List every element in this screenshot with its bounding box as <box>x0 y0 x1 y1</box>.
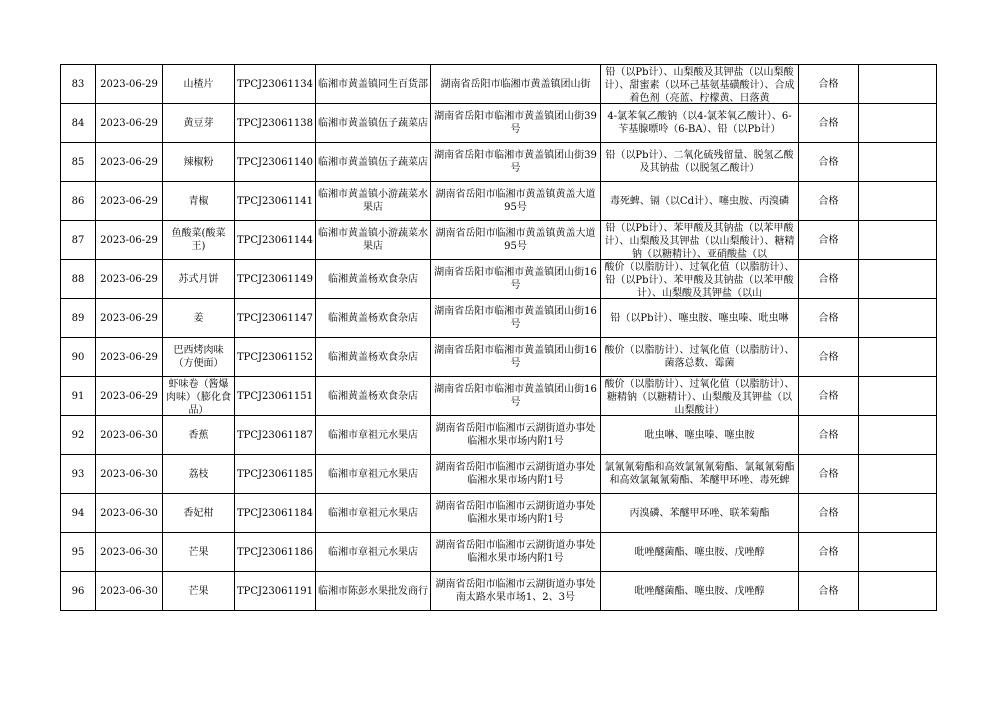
serial-number-cell-text: 96 <box>71 585 85 597</box>
result-cell <box>798 455 858 494</box>
serial-number-cell-text: 89 <box>71 312 85 324</box>
serial-number-cell-text: 83 <box>71 78 85 90</box>
remark-cell <box>858 533 936 572</box>
sampling-date-cell-text: 2023-06-29 <box>100 234 158 246</box>
result-cell <box>798 299 858 338</box>
result-cell-text: 合格 <box>818 546 839 558</box>
store-address-cell-text: 湖南省岳阳市临湘市云湖街道办事处南太路水果市场1、2、3号 <box>435 579 596 603</box>
product-name-cell <box>163 143 235 182</box>
store-name-cell <box>315 338 430 377</box>
store-name-cell-text: 临湘市黄盖镇伍子蔬菜店 <box>317 117 428 129</box>
product-name-cell <box>163 455 235 494</box>
store-address-cell <box>430 494 600 533</box>
product-name-cell-text: 荔枝 <box>188 468 209 480</box>
serial-number-cell <box>61 494 96 533</box>
product-name-cell <box>163 377 235 416</box>
store-address-cell <box>430 104 600 143</box>
store-address-cell <box>430 572 600 611</box>
store-name-cell <box>315 221 430 260</box>
store-name-cell-text: 临湘市黄盖镇同生百货部 <box>317 78 428 90</box>
sampling-date-cell-text: 2023-06-29 <box>100 78 158 90</box>
store-address-cell-text: 湖南省岳阳市临湘市黄盖镇团山街16号 <box>434 267 597 291</box>
sample-code-cell-text: TPCJ23061191 <box>237 585 313 597</box>
table-row <box>61 455 937 494</box>
sample-code-cell <box>235 338 316 377</box>
store-name-cell-text: 临湘黄盖杨欢食杂店 <box>327 351 418 363</box>
result-cell-text: 合格 <box>818 351 839 363</box>
sampling-date-cell <box>96 143 163 182</box>
table-row <box>61 533 937 572</box>
result-cell <box>798 221 858 260</box>
store-address-cell-text: 湖南省岳阳市临湘市黄盖镇团山街39号 <box>434 111 597 135</box>
store-name-cell <box>315 572 430 611</box>
table-row <box>61 377 937 416</box>
remark-cell <box>858 572 936 611</box>
sample-code-cell <box>235 260 316 299</box>
serial-number-cell-text: 90 <box>71 351 85 363</box>
store-address-cell-text: 湖南省岳阳市临湘市云湖街道办事处临湘水果市场内附1号 <box>435 462 596 486</box>
store-name-cell <box>315 533 430 572</box>
test-items-cell-text: 铅（以Pb计）、噻虫胺、噻虫嗪、吡虫啉 <box>610 312 789 324</box>
store-address-cell-text: 湖南省岳阳市临湘市云湖街道办事处临湘水果市场内附1号 <box>435 423 596 447</box>
result-cell-text: 合格 <box>818 429 839 441</box>
remark-cell <box>858 221 936 260</box>
store-name-cell <box>315 104 430 143</box>
store-address-cell <box>430 455 600 494</box>
sampling-date-cell-text: 2023-06-29 <box>100 351 158 363</box>
sampling-date-cell <box>96 338 163 377</box>
sample-code-cell <box>235 572 316 611</box>
test-items-cell-text: 4-氯苯氧乙酸钠（以4-氯苯氧乙酸计）、6-苄基腺嘌呤（6-BA）、铅（以Pb计） <box>607 111 792 135</box>
sample-code-cell-text: TPCJ23061140 <box>237 156 313 168</box>
test-items-cell <box>600 104 798 143</box>
store-address-cell <box>430 143 600 182</box>
sample-code-cell <box>235 299 316 338</box>
product-name-cell <box>163 182 235 221</box>
sampling-date-cell <box>96 455 163 494</box>
serial-number-cell-text: 92 <box>71 429 85 441</box>
table-row <box>61 260 937 299</box>
test-items-cell-text: 氯氰氰菊酯和高效氯氰氰菊酯、氯氟氰菊酯和高效氯氟氰菊酯、苯醚甲环唑、毒死蜱 <box>604 462 795 486</box>
store-name-cell-text: 临湘市章祖元水果店 <box>327 429 418 441</box>
store-name-cell <box>315 260 430 299</box>
sampling-date-cell-text: 2023-06-30 <box>100 507 158 519</box>
test-items-cell-text: 酸价（以脂肪计）、过氧化值（以脂肪计）、菌落总数、霉菌 <box>604 345 795 369</box>
result-cell <box>798 572 858 611</box>
sample-code-cell-text: TPCJ23061151 <box>237 390 313 402</box>
result-cell <box>798 104 858 143</box>
inspection-results-table <box>60 64 937 611</box>
store-name-cell-text: 临湘黄盖杨欢食杂店 <box>327 390 418 402</box>
sampling-date-cell <box>96 104 163 143</box>
store-address-cell-text: 湖南省岳阳市临湘市黄盖镇团山街 <box>440 78 591 90</box>
table-row <box>61 182 937 221</box>
store-name-cell-text: 临湘市章祖元水果店 <box>327 468 418 480</box>
table-row <box>61 572 937 611</box>
remark-cell <box>858 182 936 221</box>
result-cell-text: 合格 <box>818 78 839 90</box>
test-items-cell-text: 酸价（以脂肪计）、过氧化值（以脂肪计）、铅（以Pb计）、苯甲酸及其钠盐（以苯甲酸计）、山梨酸及其钾盐（以山 <box>604 261 795 298</box>
remark-cell <box>858 65 936 104</box>
store-name-cell <box>315 455 430 494</box>
remark-cell <box>858 104 936 143</box>
store-name-cell-text: 临湘市黄盖镇伍子蔬菜店 <box>317 156 428 168</box>
test-items-cell <box>600 338 798 377</box>
sampling-date-cell <box>96 533 163 572</box>
sampling-date-cell-text: 2023-06-29 <box>100 390 158 402</box>
result-cell-text: 合格 <box>818 390 839 402</box>
sampling-date-cell <box>96 572 163 611</box>
sample-code-cell <box>235 533 316 572</box>
sampling-date-cell <box>96 65 163 104</box>
sampling-date-cell-text: 2023-06-29 <box>100 273 158 285</box>
serial-number-cell-text: 91 <box>71 390 85 402</box>
product-name-cell <box>163 572 235 611</box>
remark-cell <box>858 260 936 299</box>
store-name-cell <box>315 416 430 455</box>
test-items-cell <box>600 221 798 260</box>
store-address-cell-text: 湖南省岳阳市临湘市黄盖镇黄盖大道95号 <box>435 228 596 252</box>
store-name-cell-text: 临湘黄盖杨欢食杂店 <box>327 312 418 324</box>
sample-code-cell-text: TPCJ23061185 <box>237 468 313 480</box>
store-name-cell-text: 临湘市章祖元水果店 <box>327 546 418 558</box>
sampling-date-cell-text: 2023-06-30 <box>100 468 158 480</box>
result-cell <box>798 182 858 221</box>
table-row <box>61 338 937 377</box>
result-cell <box>798 533 858 572</box>
test-items-cell <box>600 416 798 455</box>
store-address-cell <box>430 65 600 104</box>
serial-number-cell <box>61 182 96 221</box>
store-address-cell <box>430 338 600 377</box>
store-address-cell <box>430 533 600 572</box>
sample-code-cell-text: TPCJ23061141 <box>237 195 313 207</box>
serial-number-cell <box>61 455 96 494</box>
store-address-cell <box>430 221 600 260</box>
store-address-cell-text: 湖南省岳阳市临湘市黄盖镇黄盖大道95号 <box>435 189 596 213</box>
product-name-cell-text: 巴西烤肉味（方便面） <box>173 345 224 369</box>
remark-cell <box>858 455 936 494</box>
result-cell-text: 合格 <box>818 312 839 324</box>
sampling-date-cell <box>96 260 163 299</box>
test-items-cell-text: 吡唑醚菌酯、噻虫胺、戊唑醇 <box>634 546 765 558</box>
sampling-date-cell <box>96 416 163 455</box>
store-address-cell <box>430 299 600 338</box>
remark-cell <box>858 416 936 455</box>
store-name-cell-text: 临湘市黄盖镇小游蔬菜水果店 <box>317 189 428 213</box>
table-body <box>61 65 937 611</box>
result-cell <box>798 494 858 533</box>
product-name-cell <box>163 65 235 104</box>
test-items-cell-text: 铅（以Pb计）、山梨酸及其钾盐（以山梨酸计）、甜蜜素（以环己基氨基磺酸计）、合成着色剂（亮蓝、柠檬黄、日落黄 <box>604 66 795 103</box>
test-items-cell <box>600 143 798 182</box>
serial-number-cell-text: 84 <box>71 117 85 129</box>
product-name-cell <box>163 416 235 455</box>
store-address-cell <box>430 260 600 299</box>
product-name-cell-text: 鱼酸菜(酸菜王) <box>171 228 226 252</box>
sample-code-cell <box>235 494 316 533</box>
table-row <box>61 104 937 143</box>
result-cell <box>798 260 858 299</box>
store-name-cell <box>315 182 430 221</box>
sample-code-cell <box>235 377 316 416</box>
table-row <box>61 299 937 338</box>
product-name-cell-text: 香蕉 <box>188 429 209 441</box>
product-name-cell-text: 芒果 <box>188 546 209 558</box>
store-address-cell <box>430 377 600 416</box>
serial-number-cell-text: 93 <box>71 468 85 480</box>
table-row <box>61 416 937 455</box>
sample-code-cell <box>235 104 316 143</box>
test-items-cell-text: 铅（以Pb计）、苯甲酸及其钠盐（以苯甲酸计）、山梨酸及其钾盐（以山梨酸计）、糖精钠（以糖精计）、亚硝酸盐（以 <box>604 222 795 259</box>
sample-code-cell-text: TPCJ23061144 <box>237 234 313 246</box>
serial-number-cell <box>61 104 96 143</box>
result-cell-text: 合格 <box>818 156 839 168</box>
store-name-cell-text: 临湘市章祖元水果店 <box>327 507 418 519</box>
serial-number-cell <box>61 572 96 611</box>
sample-code-cell-text: TPCJ23061138 <box>237 117 313 129</box>
product-name-cell-text: 黄豆芽 <box>183 117 214 129</box>
serial-number-cell <box>61 533 96 572</box>
serial-number-cell-text: 85 <box>71 156 85 168</box>
sample-code-cell <box>235 221 316 260</box>
product-name-cell-text: 芒果 <box>188 585 209 597</box>
sampling-date-cell-text: 2023-06-29 <box>100 312 158 324</box>
product-name-cell-text: 苏式月饼 <box>178 273 219 285</box>
test-items-cell <box>600 299 798 338</box>
store-address-cell-text: 湖南省岳阳市临湘市云湖街道办事处临湘水果市场内附1号 <box>435 501 596 525</box>
table-row <box>61 494 937 533</box>
sampling-date-cell-text: 2023-06-29 <box>100 117 158 129</box>
sampling-date-cell <box>96 182 163 221</box>
sampling-date-cell <box>96 221 163 260</box>
store-address-cell-text: 湖南省岳阳市临湘市黄盖镇团山街16号 <box>434 384 597 408</box>
result-cell <box>798 65 858 104</box>
product-name-cell <box>163 104 235 143</box>
store-address-cell-text: 湖南省岳阳市临湘市黄盖镇团山街16号 <box>434 306 597 330</box>
sample-code-cell <box>235 143 316 182</box>
table-row <box>61 221 937 260</box>
product-name-cell-text: 青椒 <box>188 195 209 207</box>
result-cell <box>798 377 858 416</box>
test-items-cell <box>600 182 798 221</box>
product-name-cell-text: 山楂片 <box>183 78 214 90</box>
sampling-date-cell-text: 2023-06-29 <box>100 156 158 168</box>
serial-number-cell <box>61 65 96 104</box>
product-name-cell-text: 虾味卷（酱爆肉味）（膨化食品） <box>166 378 231 415</box>
test-items-cell <box>600 533 798 572</box>
test-items-cell-text: 酸价（以脂肪计）、过氧化值（以脂肪计）、糖精钠（以糖精计）、山梨酸及其钾盐（以山梨酸计） <box>604 378 795 415</box>
sampling-date-cell-text: 2023-06-30 <box>100 429 158 441</box>
serial-number-cell <box>61 143 96 182</box>
result-cell-text: 合格 <box>818 117 839 129</box>
table-row <box>61 65 937 104</box>
product-name-cell-text: 辣椒粉 <box>183 156 214 168</box>
sample-code-cell-text: TPCJ23061134 <box>237 78 313 90</box>
serial-number-cell <box>61 377 96 416</box>
result-cell-text: 合格 <box>818 507 839 519</box>
serial-number-cell-text: 95 <box>71 546 85 558</box>
test-items-cell-text: 铅（以Pb计）、二氧化硫残留量、脱氢乙酸及其钠盐（以脱氢乙酸计） <box>605 150 794 174</box>
serial-number-cell-text: 88 <box>71 273 85 285</box>
test-items-cell <box>600 65 798 104</box>
serial-number-cell <box>61 416 96 455</box>
store-name-cell <box>315 299 430 338</box>
sample-code-cell <box>235 182 316 221</box>
sample-code-cell <box>235 416 316 455</box>
test-items-cell <box>600 494 798 533</box>
result-cell-text: 合格 <box>818 585 839 597</box>
result-cell-text: 合格 <box>818 195 839 207</box>
product-name-cell <box>163 260 235 299</box>
product-name-cell <box>163 533 235 572</box>
sampling-date-cell-text: 2023-06-29 <box>100 195 158 207</box>
sample-code-cell-text: TPCJ23061186 <box>237 546 313 558</box>
serial-number-cell-text: 86 <box>71 195 85 207</box>
sampling-date-cell-text: 2023-06-30 <box>100 585 158 597</box>
sampling-date-cell <box>96 299 163 338</box>
store-address-cell-text: 湖南省岳阳市临湘市黄盖镇团山街16号 <box>434 345 597 369</box>
product-name-cell-text: 香妃柑 <box>183 507 214 519</box>
result-cell <box>798 338 858 377</box>
serial-number-cell-text: 94 <box>71 507 85 519</box>
test-items-cell <box>600 260 798 299</box>
sampling-date-cell <box>96 494 163 533</box>
sample-code-cell-text: TPCJ23061184 <box>237 507 313 519</box>
sampling-date-cell-text: 2023-06-30 <box>100 546 158 558</box>
store-name-cell <box>315 143 430 182</box>
sample-code-cell-text: TPCJ23061149 <box>237 273 313 285</box>
store-address-cell-text: 湖南省岳阳市临湘市云湖街道办事处临湘水果市场内附1号 <box>435 540 596 564</box>
test-items-cell-text: 丙溴磷、苯醚甲环唑、联苯菊酯 <box>629 507 770 519</box>
sample-code-cell <box>235 65 316 104</box>
remark-cell <box>858 299 936 338</box>
store-name-cell <box>315 65 430 104</box>
product-name-cell <box>163 221 235 260</box>
sample-code-cell-text: TPCJ23061152 <box>237 351 313 363</box>
result-cell-text: 合格 <box>818 468 839 480</box>
sample-code-cell-text: TPCJ23061187 <box>237 429 313 441</box>
store-name-cell-text: 临湘市陈彭水果批发商行 <box>317 585 428 597</box>
result-cell <box>798 143 858 182</box>
result-cell-text: 合格 <box>818 273 839 285</box>
remark-cell <box>858 494 936 533</box>
store-name-cell <box>315 377 430 416</box>
sample-code-cell <box>235 455 316 494</box>
product-name-cell-text: 姜 <box>193 312 204 324</box>
test-items-cell-text: 吡唑醚菌酯、噻虫胺、戊唑醇 <box>634 585 765 597</box>
remark-cell <box>858 143 936 182</box>
serial-number-cell <box>61 338 96 377</box>
serial-number-cell-text: 87 <box>71 234 85 246</box>
store-name-cell-text: 临湘市黄盖镇小游蔬菜水果店 <box>317 228 428 252</box>
test-items-cell-text: 毒死蜱、镉（以Cd计）、噻虫胺、丙溴磷 <box>609 195 789 207</box>
serial-number-cell <box>61 260 96 299</box>
product-name-cell <box>163 299 235 338</box>
product-name-cell <box>163 494 235 533</box>
store-address-cell <box>430 182 600 221</box>
sampling-date-cell <box>96 377 163 416</box>
test-items-cell <box>600 455 798 494</box>
test-items-cell-text: 吡虫啉、噻虫嗪、噻虫胺 <box>644 429 755 441</box>
serial-number-cell <box>61 221 96 260</box>
store-address-cell <box>430 416 600 455</box>
test-items-cell <box>600 572 798 611</box>
remark-cell <box>858 338 936 377</box>
sample-code-cell-text: TPCJ23061147 <box>237 312 313 324</box>
test-items-cell <box>600 377 798 416</box>
store-address-cell-text: 湖南省岳阳市临湘市黄盖镇团山街39号 <box>434 150 597 174</box>
store-name-cell <box>315 494 430 533</box>
result-cell-text: 合格 <box>818 234 839 246</box>
remark-cell <box>858 377 936 416</box>
product-name-cell <box>163 338 235 377</box>
table-row <box>61 143 937 182</box>
serial-number-cell <box>61 299 96 338</box>
store-name-cell-text: 临湘黄盖杨欢食杂店 <box>327 273 418 285</box>
result-cell <box>798 416 858 455</box>
